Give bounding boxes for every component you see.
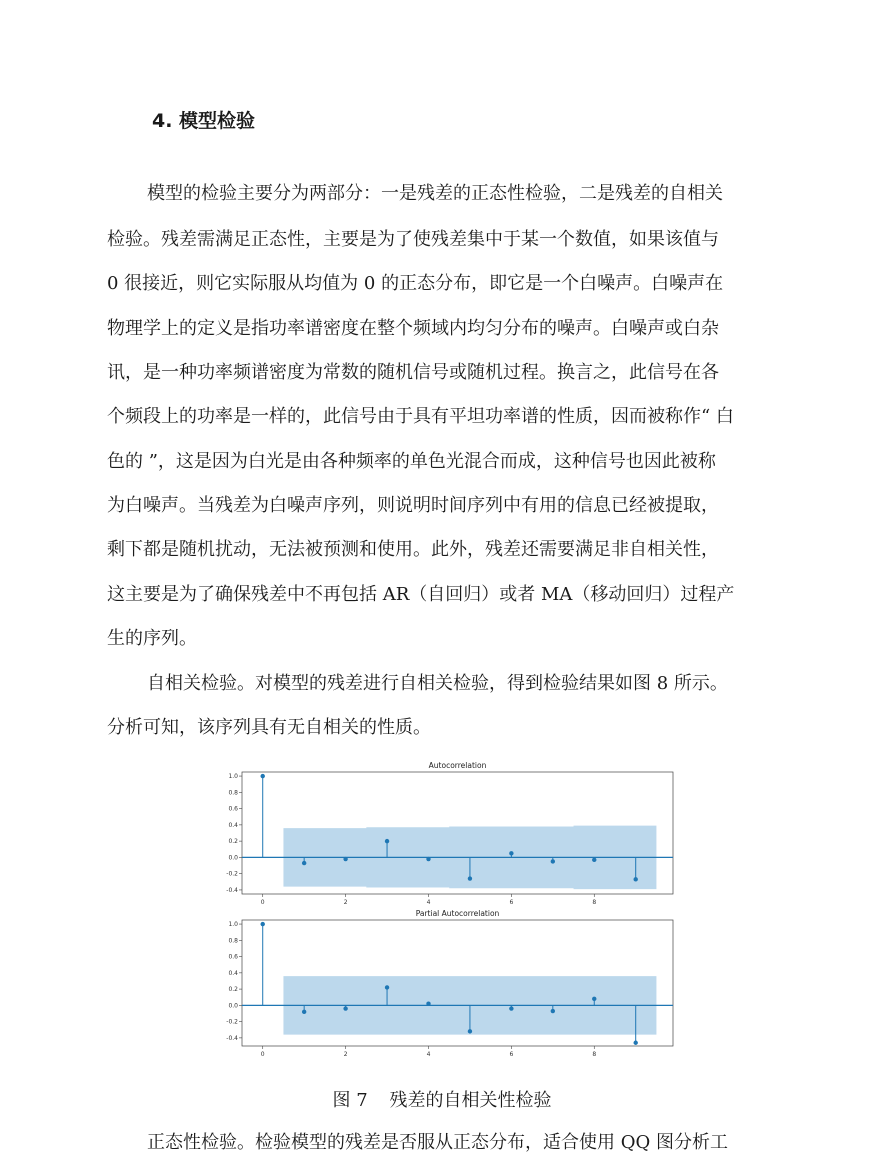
y-tick-label: 0.0: [228, 854, 238, 862]
text-line: 正态性检验。检验模型的残差是否服从正态分布，适合使用 QQ 图分析工: [147, 1132, 728, 1153]
text-line: 个频段上的功率是一样的，此信号由于具有平坦功率谱的性质，因而被称作“ 白: [107, 406, 734, 427]
acf-chart: [220, 760, 682, 912]
text-line: 为白噪声。当残差为白噪声序列，则说明时间序列中有用的信息已经被提取，: [107, 495, 719, 516]
stem-marker: [634, 877, 638, 881]
y-tick-label: 0.8: [228, 937, 238, 945]
stem-marker: [302, 1010, 306, 1014]
x-tick-label: 0: [260, 899, 265, 906]
x-tick-label: 0: [260, 1051, 265, 1058]
stem-marker: [343, 1006, 347, 1010]
text-line: 分析可知，该序列具有无自相关的性质。: [107, 717, 431, 738]
pacf-chart-svg: [220, 908, 682, 1058]
chart-title: Autocorrelation: [428, 761, 487, 770]
text-line: 模型的检验主要分为两部分：一是残差的正态性检验，二是残差的自相关: [147, 183, 723, 204]
y-tick-label: 0.4: [228, 969, 238, 977]
y-tick-label: 0.0: [228, 1002, 238, 1010]
stem-marker: [468, 1029, 472, 1033]
x-tick-label: 8: [592, 899, 597, 906]
pacf-chart: [220, 908, 682, 1058]
text-line: 这主要是为了确保残差中不再包括 AR（自回归）或者 MA（移动回归）过程产: [107, 584, 735, 605]
y-tick-label: 1.0: [228, 773, 238, 781]
y-tick-label: -0.2: [226, 1018, 238, 1026]
figure-caption: [0, 1086, 884, 1112]
acf-chart-svg: [220, 760, 682, 912]
stem-marker: [509, 1006, 513, 1010]
stem-marker: [302, 861, 306, 865]
y-tick-label: -0.4: [226, 1034, 238, 1042]
stem-marker: [468, 876, 472, 880]
x-tick-label: 2: [343, 1051, 348, 1058]
y-tick-label: -0.2: [226, 870, 238, 878]
text-line: 色的 ”，这是因为白光是由各种频率的单色光混合而成，这种信号也因此被称: [107, 451, 716, 472]
stem-marker: [551, 1009, 555, 1013]
stem-marker: [592, 858, 596, 862]
stem-marker: [261, 922, 265, 926]
stem-marker: [426, 1002, 430, 1006]
text-line: 讯，是一种功率频谱密度为常数的随机信号或随机过程。换言之，此信号在各: [107, 362, 719, 383]
stem-marker: [634, 1041, 638, 1045]
x-tick-label: 6: [509, 1051, 514, 1058]
text-line: 生的序列。: [107, 628, 197, 649]
y-tick-label: 0.6: [228, 805, 238, 813]
stem-marker: [343, 857, 347, 861]
y-tick-label: 0.6: [228, 953, 238, 961]
x-tick-label: 2: [343, 899, 348, 906]
stem-marker: [509, 851, 513, 855]
chart-title: Partial Autocorrelation: [415, 909, 500, 918]
stem-marker: [426, 857, 430, 861]
x-tick-label: 6: [509, 899, 514, 906]
figure-title: 残差的自相关性检验: [389, 1090, 552, 1111]
x-tick-label: 8: [592, 1051, 597, 1058]
stem-marker: [385, 985, 389, 989]
text-line: 剩下都是随机扰动，无法被预测和使用。此外，残差还需要满足非自相关性，: [107, 539, 719, 560]
text-line: 物理学上的定义是指功率谱密度在整个频域内均匀分布的噪声。白噪声或白杂: [107, 318, 719, 339]
figure-label: 图 7: [332, 1090, 368, 1111]
x-tick-label: 4: [426, 899, 431, 906]
text-line: 0 很接近，则它实际服从均值为 0 的正态分布，即它是一个白噪声。白噪声在: [107, 273, 724, 294]
stem-marker: [261, 774, 265, 778]
y-tick-label: 0.8: [228, 789, 238, 797]
section-heading: 4. 模型检验: [152, 110, 256, 132]
y-tick-label: 1.0: [228, 921, 238, 929]
text-line: 检验。残差需满足正态性，主要是为了使残差集中于某一个数值，如果该值与: [107, 229, 719, 250]
x-tick-label: 4: [426, 1051, 431, 1058]
text-line: 自相关检验。对模型的残差进行自相关检验，得到检验结果如图 8 所示。: [147, 673, 728, 694]
stem-marker: [592, 997, 596, 1001]
y-tick-label: 0.2: [228, 838, 238, 846]
y-tick-label: -0.4: [226, 886, 238, 894]
y-tick-label: 0.4: [228, 821, 238, 829]
stem-marker: [551, 859, 555, 863]
stem-marker: [385, 839, 389, 843]
y-tick-label: 0.2: [228, 986, 238, 994]
